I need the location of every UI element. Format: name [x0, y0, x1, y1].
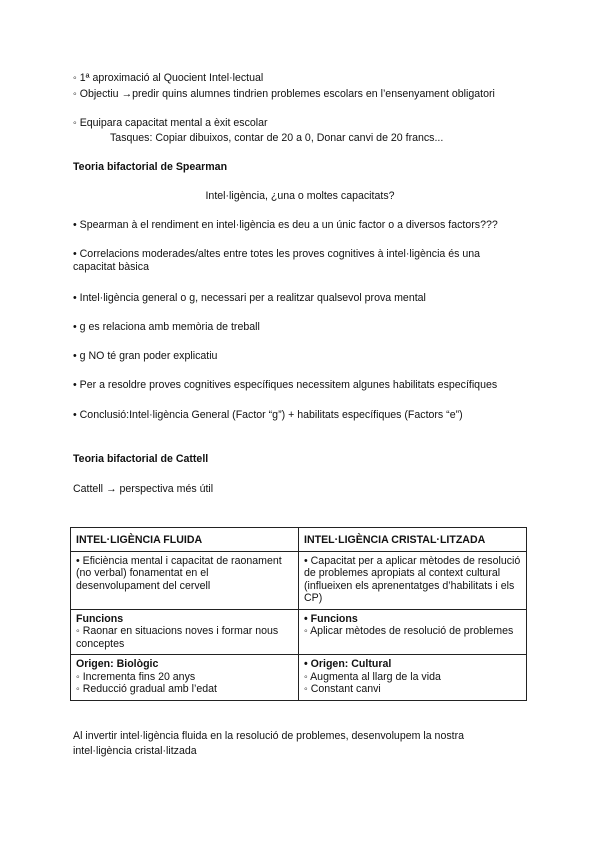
fluid-origin-cell	[71, 655, 299, 701]
spearman-bullet-5: • g NO té gran poder explicatiu	[73, 350, 218, 362]
table-row	[71, 551, 527, 609]
spearman-bullet-3: • Intel·ligència general o g, necessari per a realitzar qualsevol prova mental	[73, 292, 426, 304]
fluid-functions-cell	[71, 609, 299, 655]
fluid-origin-item: ◦ Incrementa fins 20 anys	[76, 670, 196, 683]
table-header-fluid: INTEL·LIGÈNCIA FLUIDA	[71, 528, 299, 552]
crystallized-origin-cell	[299, 655, 527, 701]
crystallized-origin-item: ◦ Augmenta al llarg de la vida	[304, 670, 441, 683]
intro-line-4: Tasques: Copiar dibuixos, contar de 20 a 0, Donar canvi de 20 francs...	[110, 132, 444, 144]
crystallized-origin-title: • Origen: Cultural	[304, 658, 392, 670]
fluid-functions-text: ◦ Raonar en situacions noves i formar nous conceptes	[76, 625, 279, 650]
crystallized-functions-text: ◦ Aplicar mètodes de resolució de problemes	[304, 625, 514, 637]
fluid-origin-item: ◦ Reducció gradual amb l’edat	[76, 683, 217, 695]
spearman-bullet-7: • Conclusió:Intel·ligència General (Factor “g”) + habilitats específiques (Factors “e”)	[73, 409, 463, 421]
fluid-functions-title: Funcions	[76, 612, 124, 625]
intro-line-1: ◦ 1ª aproximació al Quocient Intel·lectual	[73, 72, 264, 84]
intelligence-table	[70, 527, 527, 701]
spearman-question: Intel·ligència, ¿una o moltes capacitats?	[205, 190, 395, 202]
crystallized-definition: • Capacitat per a aplicar mètodes de resolució de problemes apropiats al context cultural (influeixen els aprenentatges d’habilitats i els CP)	[299, 551, 527, 609]
table-row	[71, 609, 527, 655]
crystallized-functions-cell	[299, 609, 527, 655]
spearman-bullet-6: • Per a resoldre proves cognitives específiques necessitem algunes habilitats específiques	[73, 379, 498, 391]
intro-line-2: ◦ Objectiu →predir quins alumnes tindrien problemes escolars en l’ensenyament obligatori	[73, 88, 495, 100]
cattell-intro: Cattell → perspectiva més útil	[73, 483, 214, 495]
fluid-definition: • Eficiència mental i capacitat de raonament (no verbal) fonamentat en el desenvolupament del cervell	[71, 551, 299, 609]
intro-line-3: ◦ Equipara capacitat mental a èxit escolar	[73, 117, 268, 129]
crystallized-origin-item: ◦ Constant canvi	[304, 683, 381, 695]
spearman-title: Teoria bifactorial de Spearman	[73, 161, 228, 173]
crystallized-functions-title: • Funcions	[304, 612, 358, 625]
cattell-title: Teoria bifactorial de Cattell	[73, 453, 209, 465]
spearman-bullet-2: • Correlacions moderades/altes entre totes les proves cognitives à intel·ligència és una capacitat bàsica	[73, 248, 481, 273]
conclusion-text: Al invertir intel·ligència fluida en la resolució de problemes, desenvolupem la nostra intel·ligència cristal·litzada	[73, 730, 465, 757]
table-header-row	[71, 528, 527, 552]
table-row	[71, 655, 527, 701]
spearman-bullet-1: • Spearman à el rendiment en intel·ligència es deu a un únic factor o a diversos factors???	[73, 219, 498, 231]
table-header-crystallized: INTEL·LIGÈNCIA CRISTAL·LITZADA	[299, 528, 527, 552]
fluid-origin-title: Origen: Biològic	[76, 658, 159, 670]
spearman-bullet-4: • g es relaciona amb memòria de treball	[73, 321, 260, 333]
